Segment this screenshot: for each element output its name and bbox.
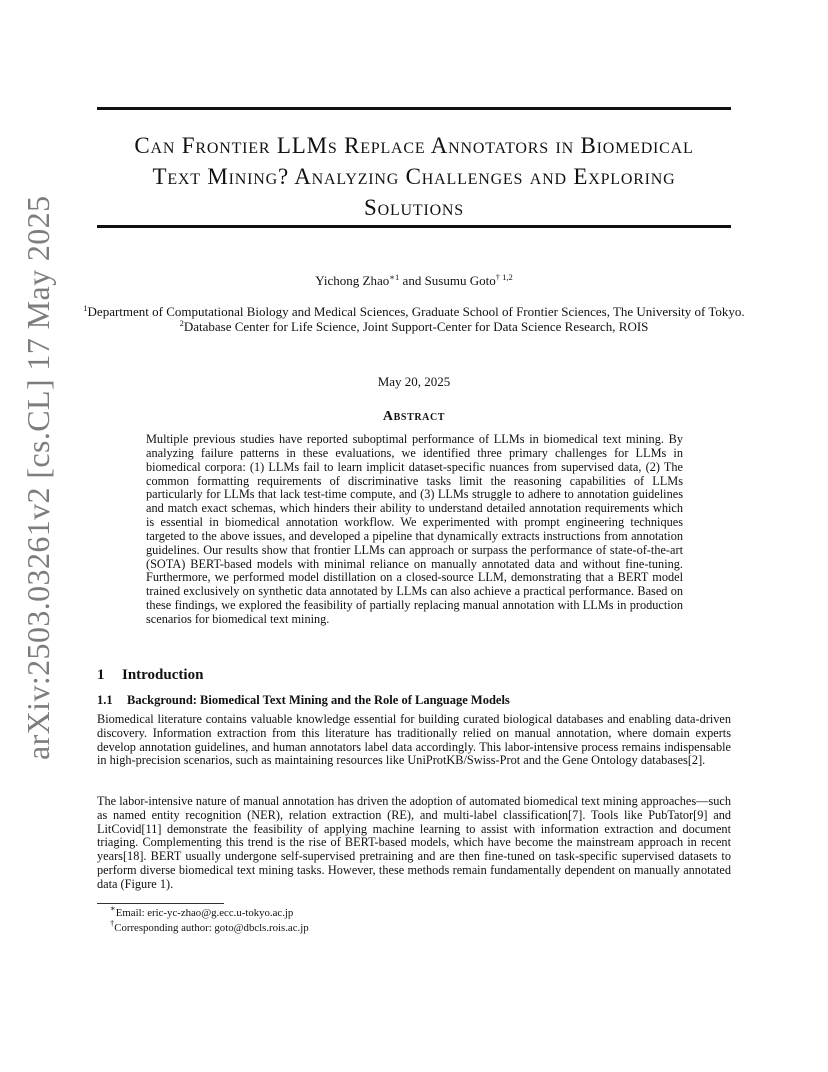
affiliation-1-text: Department of Computational Biology and Medical Sciences, Graduate School of Frontier Sciences, The University of Tokyo. — [87, 304, 745, 319]
footnote-2 — [110, 918, 309, 935]
author-line — [97, 273, 731, 289]
affiliation-1 — [20, 304, 808, 320]
subsection-title: Background: Biomedical Text Mining and the Role of Language Models — [127, 693, 510, 707]
paper-title — [97, 130, 731, 223]
body-paragraph-2: The labor-intensive nature of manual annotation has driven the adoption of automated biomedical text mining approaches—such as named entity recognition (NER), relation extraction (RE), and multi-label classification[7]. Tools like PubTator[9] and LitCovid[11] demonstrate the feasibility of applying machine learning to assist with information extraction and document triaging. Complementing this trend is the rise of BERT-based models, which have become the mainstream approach in recent years[18]. BERT usually undergone self-supervised pretraining and are then fine-tuned on task-specific supervised datasets to perform diverse biomedical text mining tasks. However, these methods remain fundamentally dependent on manually annotated data (Figure 1). — [97, 794, 731, 891]
abstract-heading: Abstract — [382, 409, 446, 424]
affiliation-2-text: Database Center for Life Science, Joint Support-Center for Data Science Research, ROIS — [183, 319, 649, 334]
footnote-1-text: Email: eric-yc-zhao@g.ecc.u-tokyo.ac.jp — [115, 907, 294, 919]
author-2-name: Susumu Goto — [424, 273, 496, 288]
author-2-marks: † 1,2 — [495, 272, 513, 282]
affiliation-2 — [20, 319, 808, 335]
title-top-rule — [97, 107, 731, 110]
author-conjunction: and — [402, 273, 422, 288]
footnote-1 — [110, 903, 294, 920]
subsection-heading — [97, 693, 510, 708]
section-number: 1 — [97, 667, 105, 683]
affiliation-1-mark: 1 — [83, 303, 88, 313]
footnote-1-mark: ∗ — [110, 903, 116, 913]
title-line-3: Solutions — [364, 195, 464, 220]
title-line-1: Can Frontier LLMs Replace Annotators in Biomedical — [134, 133, 694, 158]
body-paragraph-1: Biomedical literature contains valuable knowledge essential for building curated biological databases and enabling data-driven discovery. Information extraction from this literature has traditionally relied on manual annotation, where domain experts develop annotation guidelines, and human annotators label data accordingly. This labor-intensive process remains indispensable in high-precision scenarios, such as maintaining resources like UniProtKB/Swiss-Prot and the Gene Ontology databases[2]. — [97, 712, 731, 768]
author-1-marks: ∗1 — [389, 272, 400, 282]
abstract-body: Multiple previous studies have reported suboptimal performance of LLMs in biomedical text mining. By analyzing failure patterns in these evaluations, we identified three primary challenges for LLMs in biomedical corpora: (1) LLMs fail to learn implicit dataset-specific nuances from supervised data, (2) The common formatting requirements of discriminative tasks limit the reasoning capabilities of LLMs particularly for LLMs that lack test-time compute, and (3) LLMs struggle to adhere to annotation guidelines and match exact schemas, which hinders their ability to understand detailed annotation requirements which is essential in biomedical annotation workflow. We experimented with prompt engineering techniques targeted to the above issues, and developed a pipeline that dynamically extracts instructions from annotation guidelines. Our results show that frontier LLMs can approach or surpass the performance of state-of-the-art (SOTA) BERT-based models with minimal reliance on manually annotated data and without fine-tuning. Furthermore, we performed model distillation on a closed-source LLM, demonstrating that a BERT model trained exclusively on synthetic data annotated by LLMs can also achieve a practical performance. Based on these findings, we explored the feasibility of partially replacing manual annotation with LLMs in production scenarios for biomedical text mining. — [146, 432, 683, 626]
affiliation-2-mark: 2 — [179, 318, 184, 328]
paper-date: May 20, 2025 — [377, 374, 451, 389]
title-line-2: Text Mining? Analyzing Challenges and Exploring — [152, 164, 676, 189]
section-title: Introduction — [122, 667, 204, 683]
footnote-2-mark: † — [110, 918, 115, 928]
footnote-2-text: Corresponding author: goto@dbcls.rois.ac.jp — [114, 922, 309, 934]
subsection-number: 1.1 — [97, 693, 113, 707]
section-heading — [97, 667, 203, 684]
title-bottom-rule — [97, 225, 731, 228]
arxiv-identifier-stamp: arXiv:2503.03261v2 [cs.CL] 17 May 2025 — [20, 195, 56, 760]
author-1-name: Yichong Zhao — [315, 273, 390, 288]
footnote-rule — [97, 903, 224, 904]
